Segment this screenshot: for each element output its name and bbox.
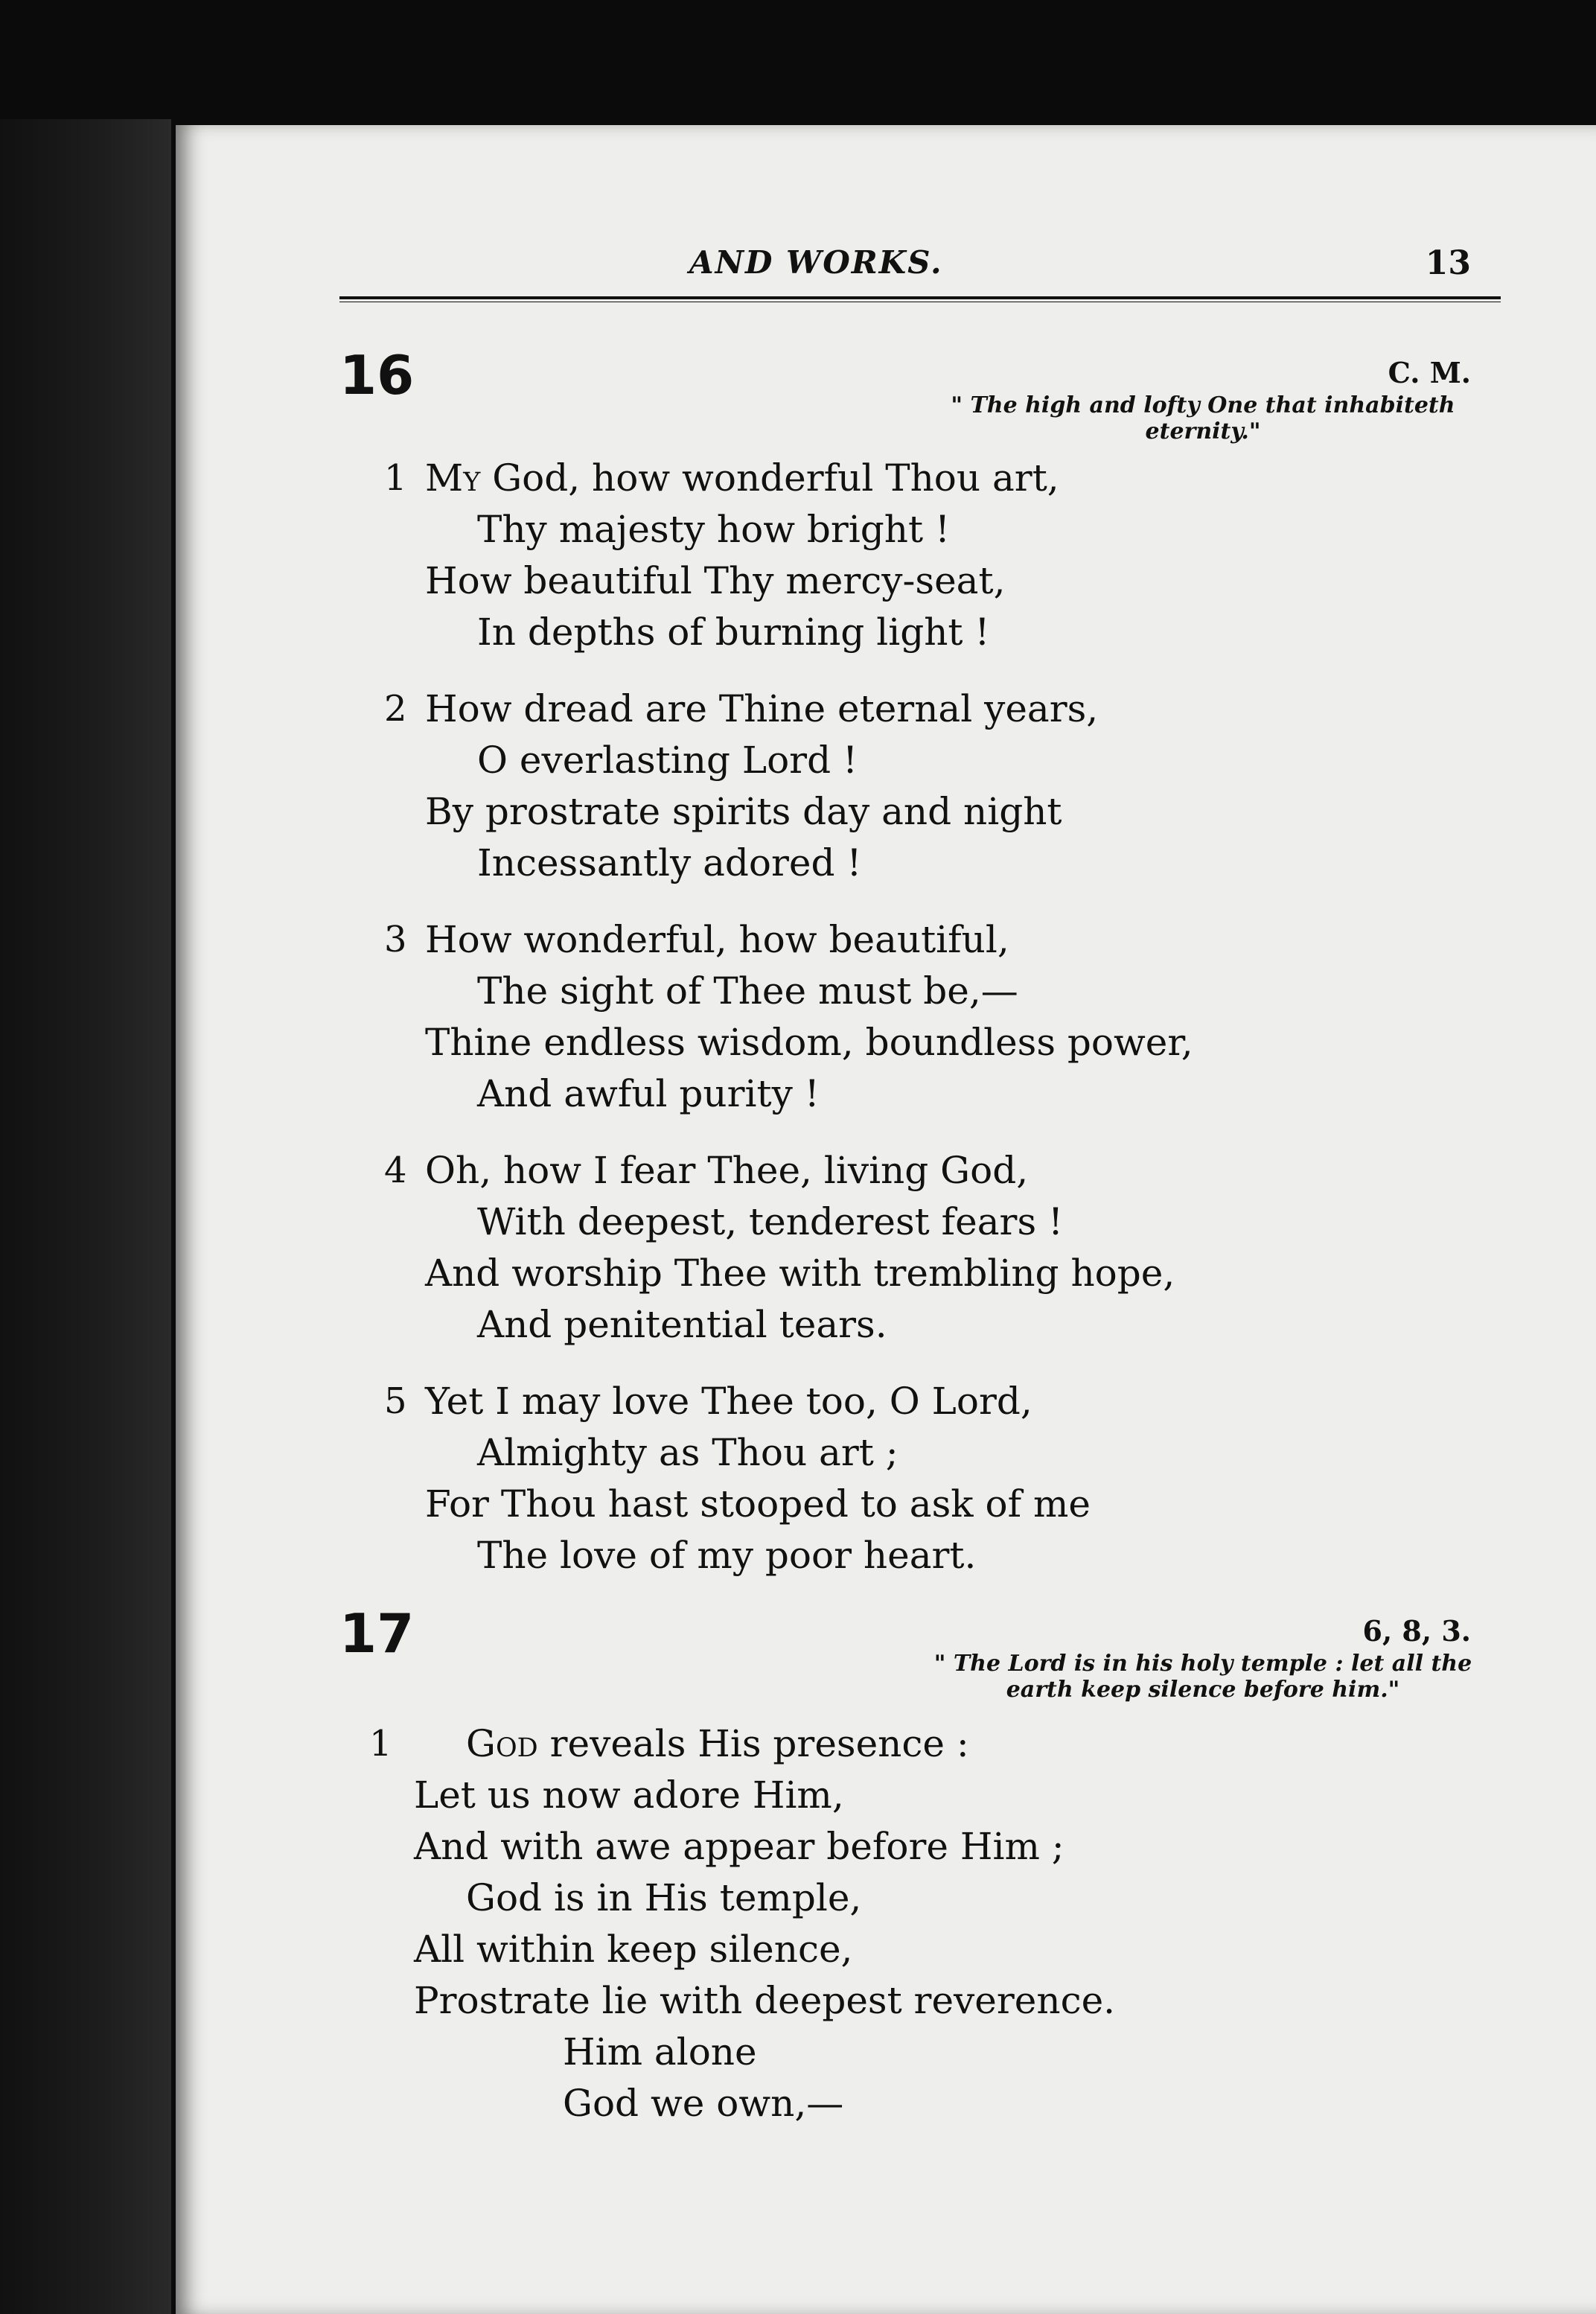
verse-line: Prostrate lie with deepest reverence. bbox=[414, 1979, 1116, 2022]
verse-line: The sight of Thee must be,— bbox=[477, 969, 1018, 1013]
verse-line: God is in His temple, bbox=[466, 1876, 862, 1919]
verse-line: And worship Thee with trembling hope, bbox=[425, 1252, 1175, 1295]
verse-5 bbox=[339, 1376, 1516, 1581]
running-title: AND WORKS. bbox=[689, 244, 943, 281]
verse-2 bbox=[339, 683, 1516, 889]
verse-number: 2 bbox=[384, 688, 407, 730]
verse-line: Him alone bbox=[563, 2030, 757, 2074]
verse-line: Thine endless wisdom, boundless power, bbox=[425, 1021, 1193, 1064]
verse-line bbox=[339, 1145, 1516, 1196]
verse-line bbox=[339, 683, 1516, 735]
book-page bbox=[176, 125, 1596, 2314]
verse-line: With deepest, tenderest fears ! bbox=[477, 1200, 1064, 1243]
verse-line: For Thou hast stooped to ask of me bbox=[425, 1482, 1091, 1526]
verse-line bbox=[339, 1376, 1516, 1427]
verse-line: By prostrate spirits day and night bbox=[425, 790, 1062, 833]
verse-line-text: How dread are Thine eternal years, bbox=[425, 687, 1099, 730]
verse-line bbox=[339, 1718, 1516, 1770]
verse-line: And penitential tears. bbox=[477, 1303, 887, 1346]
hymn-number: 16 bbox=[339, 344, 415, 407]
verse-first-word: My bbox=[425, 456, 481, 500]
verse-number: 3 bbox=[384, 919, 407, 960]
hymn-meter: 6, 8, 3. bbox=[1362, 1614, 1471, 1648]
verse-line-text: Yet I may love Thee too, O Lord, bbox=[425, 1380, 1032, 1423]
verse-line-text: Oh, how I fear Thee, living God, bbox=[425, 1149, 1029, 1192]
verse-line: Let us now adore Him, bbox=[414, 1773, 844, 1817]
page-number: 13 bbox=[1425, 244, 1471, 282]
hymn-epigraph: " The Lord is in his holy temple : let all the earth keep silence before him." bbox=[933, 1651, 1472, 1703]
verse-line: O everlasting Lord ! bbox=[477, 739, 858, 782]
verse-line bbox=[339, 914, 1516, 966]
verse-line: Incessantly adored ! bbox=[477, 841, 862, 885]
verse-4 bbox=[339, 1145, 1516, 1351]
verse-number: 1 bbox=[384, 457, 407, 499]
verse-number: 1 bbox=[369, 1723, 392, 1765]
verse-line: And awful purity ! bbox=[477, 1072, 820, 1115]
hymn-number: 17 bbox=[339, 1602, 415, 1665]
verse-number: 4 bbox=[384, 1150, 407, 1191]
verse-1 bbox=[339, 453, 1516, 658]
hymn-epigraph: " The high and lofty One that inhabiteth eternity." bbox=[951, 392, 1455, 444]
verse-line-text: How wonderful, how beautiful, bbox=[425, 918, 1009, 961]
verse-line: Thy majesty how bright ! bbox=[477, 508, 951, 551]
verse-line bbox=[339, 453, 1516, 504]
running-header bbox=[339, 244, 1516, 304]
hymn-17 bbox=[339, 1602, 1516, 2129]
verse-3 bbox=[339, 914, 1516, 1120]
verse-line-text: reveals His presence : bbox=[537, 1722, 969, 1765]
verse-line-text: God, how wonderful Thou art, bbox=[480, 456, 1059, 500]
verse-line: In depths of burning light ! bbox=[477, 611, 990, 654]
facing-page-edge bbox=[0, 119, 171, 2314]
hymn-16 bbox=[339, 344, 1516, 1581]
verse-number: 5 bbox=[384, 1380, 407, 1422]
hymn-header bbox=[339, 1602, 1516, 1718]
page-content bbox=[339, 244, 1516, 2155]
verse-line: How beautiful Thy mercy-seat, bbox=[425, 559, 1006, 602]
verse-line: And with awe appear before Him ; bbox=[414, 1825, 1064, 1868]
verse-line: God we own,— bbox=[563, 2082, 844, 2125]
header-rule bbox=[339, 296, 1501, 302]
verse-line: All within keep silence, bbox=[414, 1928, 853, 1971]
verse-first-word: God bbox=[466, 1722, 538, 1765]
hymn-meter: C. M. bbox=[1388, 356, 1471, 389]
verse-line: The love of my poor heart. bbox=[477, 1534, 977, 1577]
verse-1 bbox=[339, 1718, 1516, 2129]
hymn-header bbox=[339, 344, 1516, 453]
verse-line: Almighty as Thou art ; bbox=[477, 1431, 898, 1474]
